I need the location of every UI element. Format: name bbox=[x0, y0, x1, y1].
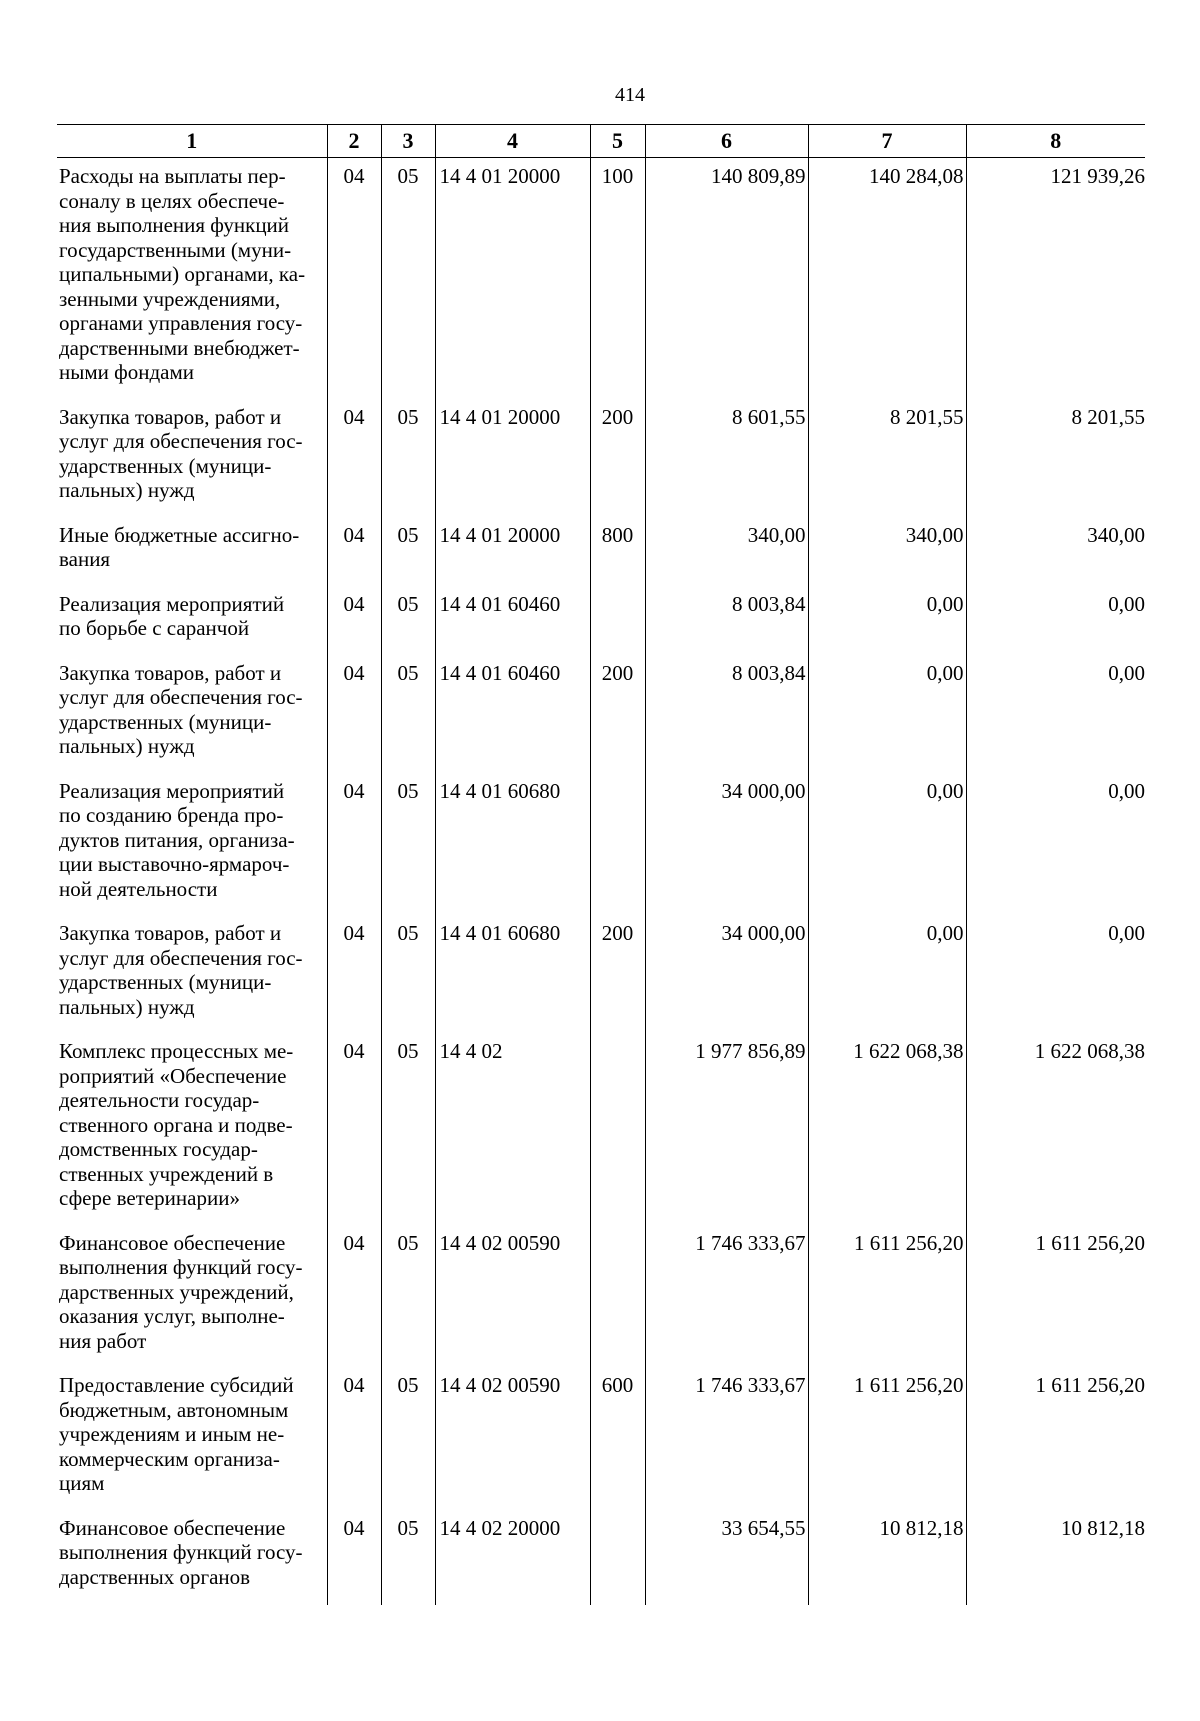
row-expense-type bbox=[590, 1512, 645, 1606]
header-col-4: 4 bbox=[435, 125, 590, 158]
row-amount-col-8: 1 622 068,38 bbox=[966, 1035, 1145, 1227]
row-amount-col-8: 1 611 256,20 bbox=[966, 1369, 1145, 1512]
row-amount-col-7: 8 201,55 bbox=[808, 401, 966, 519]
row-amount-col-6: 8 003,84 bbox=[645, 657, 808, 775]
row-amount-col-7: 1 622 068,38 bbox=[808, 1035, 966, 1227]
row-amount-col-7: 0,00 bbox=[808, 775, 966, 918]
row-target-code: 14 4 01 60460 bbox=[435, 588, 590, 657]
row-target-code: 14 4 02 00590 bbox=[435, 1369, 590, 1512]
row-amount-col-7: 140 284,08 bbox=[808, 158, 966, 401]
row-amount-col-7: 10 812,18 bbox=[808, 1512, 966, 1606]
table-row bbox=[57, 1035, 1145, 1227]
row-section: 04 bbox=[327, 1512, 381, 1606]
row-amount-col-8: 10 812,18 bbox=[966, 1512, 1145, 1606]
row-subsection: 05 bbox=[381, 657, 435, 775]
table-row bbox=[57, 657, 1145, 775]
table-body bbox=[57, 158, 1145, 1606]
row-expense-type bbox=[590, 1227, 645, 1370]
row-amount-col-7: 1 611 256,20 bbox=[808, 1227, 966, 1370]
row-expense-type bbox=[590, 1035, 645, 1227]
row-target-code: 14 4 02 00590 bbox=[435, 1227, 590, 1370]
row-amount-col-6: 1 746 333,67 bbox=[645, 1369, 808, 1512]
row-section: 04 bbox=[327, 401, 381, 519]
row-name: Предоставление субсидий бюджетным, автономным учреждениям и иным не- коммерческим организа- циям bbox=[57, 1369, 327, 1512]
row-name: Финансовое обеспечение выполнения функций госу- дарственных органов bbox=[57, 1512, 327, 1606]
row-section: 04 bbox=[327, 1369, 381, 1512]
row-name: Реализация мероприятий по созданию бренда про- дуктов питания, организа- ции выставочно-ярмароч- ной деятельности bbox=[57, 775, 327, 918]
row-amount-col-6: 8 601,55 bbox=[645, 401, 808, 519]
row-expense-type bbox=[590, 775, 645, 918]
row-amount-col-7: 0,00 bbox=[808, 657, 966, 775]
row-section: 04 bbox=[327, 588, 381, 657]
row-subsection: 05 bbox=[381, 588, 435, 657]
row-name: Расходы на выплаты пер- соналу в целях обеспече- ния выполнения функций государственными (муни- ципальными) органами, ка- зенными учреждениями, органами управления госу- дарственными внебюджет- ными фондами bbox=[57, 158, 327, 401]
row-amount-col-8: 340,00 bbox=[966, 519, 1145, 588]
table-header-row bbox=[57, 125, 1145, 158]
row-amount-col-6: 1 746 333,67 bbox=[645, 1227, 808, 1370]
row-amount-col-8: 0,00 bbox=[966, 588, 1145, 657]
row-amount-col-8: 121 939,26 bbox=[966, 158, 1145, 401]
header-col-5: 5 bbox=[590, 125, 645, 158]
row-amount-col-6: 34 000,00 bbox=[645, 917, 808, 1035]
header-col-6: 6 bbox=[645, 125, 808, 158]
row-subsection: 05 bbox=[381, 1227, 435, 1370]
row-subsection: 05 bbox=[381, 917, 435, 1035]
row-amount-col-6: 140 809,89 bbox=[645, 158, 808, 401]
table-row bbox=[57, 1369, 1145, 1512]
row-subsection: 05 bbox=[381, 1512, 435, 1606]
row-amount-col-6: 34 000,00 bbox=[645, 775, 808, 918]
row-section: 04 bbox=[327, 519, 381, 588]
row-subsection: 05 bbox=[381, 1369, 435, 1512]
row-section: 04 bbox=[327, 1035, 381, 1227]
table-row bbox=[57, 775, 1145, 918]
row-name: Закупка товаров, работ и услуг для обеспечения гос- ударственных (муници- пальных) нужд bbox=[57, 917, 327, 1035]
row-amount-col-8: 8 201,55 bbox=[966, 401, 1145, 519]
row-amount-col-8: 1 611 256,20 bbox=[966, 1227, 1145, 1370]
row-subsection: 05 bbox=[381, 1035, 435, 1227]
row-section: 04 bbox=[327, 158, 381, 401]
table-row bbox=[57, 1227, 1145, 1370]
budget-table bbox=[57, 124, 1145, 1605]
row-expense-type: 200 bbox=[590, 401, 645, 519]
row-name: Закупка товаров, работ и услуг для обеспечения гос- ударственных (муници- пальных) нужд bbox=[57, 401, 327, 519]
row-expense-type: 800 bbox=[590, 519, 645, 588]
row-amount-col-7: 0,00 bbox=[808, 588, 966, 657]
row-name: Реализация мероприятий по борьбе с саранчой bbox=[57, 588, 327, 657]
header-col-3: 3 bbox=[381, 125, 435, 158]
row-expense-type: 100 bbox=[590, 158, 645, 401]
header-col-2: 2 bbox=[327, 125, 381, 158]
row-expense-type: 200 bbox=[590, 917, 645, 1035]
row-amount-col-8: 0,00 bbox=[966, 775, 1145, 918]
row-subsection: 05 bbox=[381, 158, 435, 401]
row-amount-col-8: 0,00 bbox=[966, 657, 1145, 775]
row-expense-type: 600 bbox=[590, 1369, 645, 1512]
row-name: Финансовое обеспечение выполнения функций госу- дарственных учреждений, оказания услуг, выполне- ния работ bbox=[57, 1227, 327, 1370]
row-expense-type bbox=[590, 588, 645, 657]
table-row bbox=[57, 588, 1145, 657]
row-name: Комплекс процессных ме- роприятий «Обеспечение деятельности государ- ственного органа и подве- домственных государ- ственных учреждений в сфере ветеринарии» bbox=[57, 1035, 327, 1227]
table-row bbox=[57, 158, 1145, 401]
row-target-code: 14 4 01 20000 bbox=[435, 158, 590, 401]
row-amount-col-7: 1 611 256,20 bbox=[808, 1369, 966, 1512]
page-number: 414 bbox=[615, 84, 645, 106]
row-amount-col-6: 1 977 856,89 bbox=[645, 1035, 808, 1227]
row-amount-col-8: 0,00 bbox=[966, 917, 1145, 1035]
row-target-code: 14 4 01 20000 bbox=[435, 401, 590, 519]
row-target-code: 14 4 02 20000 bbox=[435, 1512, 590, 1606]
row-amount-col-6: 340,00 bbox=[645, 519, 808, 588]
row-target-code: 14 4 01 60680 bbox=[435, 917, 590, 1035]
header-col-8: 8 bbox=[966, 125, 1145, 158]
table-row bbox=[57, 401, 1145, 519]
row-name: Иные бюджетные ассигно- вания bbox=[57, 519, 327, 588]
row-target-code: 14 4 01 20000 bbox=[435, 519, 590, 588]
header-col-1: 1 bbox=[57, 125, 327, 158]
row-section: 04 bbox=[327, 917, 381, 1035]
row-subsection: 05 bbox=[381, 401, 435, 519]
row-target-code: 14 4 01 60460 bbox=[435, 657, 590, 775]
row-section: 04 bbox=[327, 1227, 381, 1370]
row-expense-type: 200 bbox=[590, 657, 645, 775]
row-section: 04 bbox=[327, 657, 381, 775]
row-amount-col-6: 33 654,55 bbox=[645, 1512, 808, 1606]
row-target-code: 14 4 01 60680 bbox=[435, 775, 590, 918]
table-row bbox=[57, 917, 1145, 1035]
header-col-7: 7 bbox=[808, 125, 966, 158]
row-target-code: 14 4 02 bbox=[435, 1035, 590, 1227]
row-amount-col-7: 0,00 bbox=[808, 917, 966, 1035]
row-amount-col-6: 8 003,84 bbox=[645, 588, 808, 657]
table-row bbox=[57, 519, 1145, 588]
row-section: 04 bbox=[327, 775, 381, 918]
table-row bbox=[57, 1512, 1145, 1606]
row-subsection: 05 bbox=[381, 775, 435, 918]
row-name: Закупка товаров, работ и услуг для обеспечения гос- ударственных (муници- пальных) нужд bbox=[57, 657, 327, 775]
row-subsection: 05 bbox=[381, 519, 435, 588]
row-amount-col-7: 340,00 bbox=[808, 519, 966, 588]
